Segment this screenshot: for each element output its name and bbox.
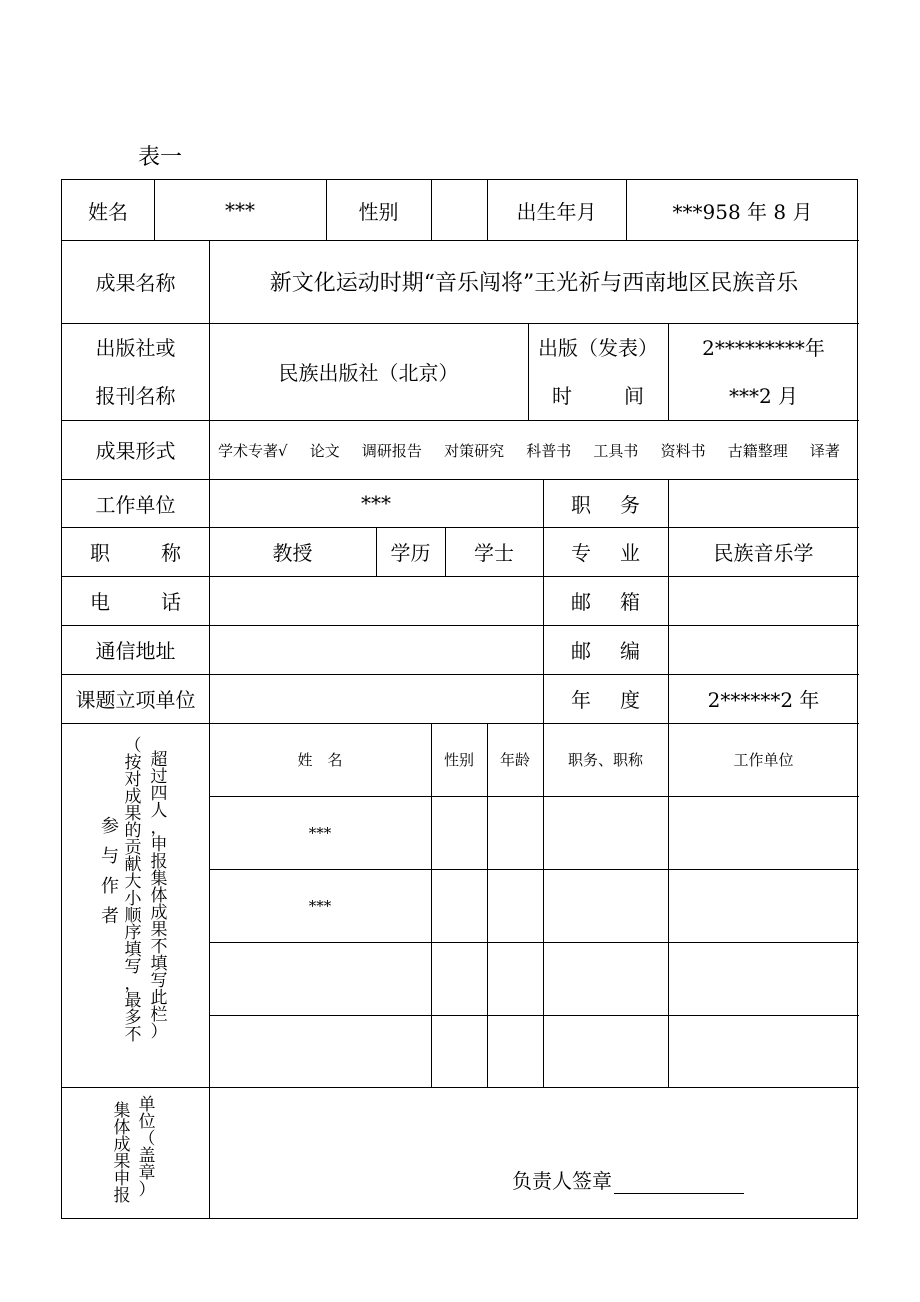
title-label-b: 称 bbox=[161, 541, 181, 565]
participant-workplace bbox=[668, 942, 859, 1015]
project-label: 课题立项单位 bbox=[75, 688, 196, 712]
note-char: 献 bbox=[124, 855, 142, 875]
post-value bbox=[668, 479, 859, 527]
achievement-form-options bbox=[218, 440, 840, 461]
form-option-paper: 论文 bbox=[309, 442, 340, 460]
workplace-label: 工作单位 bbox=[95, 492, 176, 517]
participant-name bbox=[209, 1015, 431, 1087]
participant-title bbox=[543, 1015, 668, 1087]
achievement-title: 新文化运动时期“音乐闯将”王光祈与西南地区民族音乐 bbox=[269, 271, 799, 296]
gender-value bbox=[431, 180, 487, 240]
participant-workplace bbox=[668, 796, 859, 869]
collective-char: 盖 bbox=[138, 1146, 156, 1166]
note-char: 报 bbox=[150, 852, 168, 872]
collective-char: （ bbox=[138, 1129, 156, 1149]
email-label-b: 箱 bbox=[620, 590, 640, 614]
publish-time-label-line2 bbox=[552, 372, 644, 420]
note-char: 此 bbox=[150, 988, 168, 1008]
note-char: ， bbox=[124, 974, 142, 994]
phone-label-b: 话 bbox=[161, 590, 181, 614]
note-char: 填 bbox=[150, 954, 168, 974]
form-option-monograph: 学术专著√ bbox=[218, 442, 288, 460]
participant-title bbox=[543, 869, 668, 942]
name-label: 姓名 bbox=[88, 199, 128, 224]
participant-age bbox=[487, 942, 543, 1015]
note-char: 最 bbox=[124, 991, 142, 1011]
publish-time-label-b: 间 bbox=[624, 383, 644, 408]
year-label-a: 年 bbox=[571, 688, 591, 712]
participant-gender bbox=[431, 796, 487, 869]
publish-time-value-line1: 2*********年 bbox=[702, 335, 825, 360]
education-value: 学士 bbox=[474, 541, 514, 565]
participant-title bbox=[543, 942, 668, 1015]
post-label bbox=[543, 479, 668, 527]
publisher-label-line2: 报刊名称 bbox=[95, 383, 176, 408]
title-label bbox=[62, 527, 209, 576]
email-label bbox=[543, 576, 668, 625]
post-label-a: 职 bbox=[571, 492, 591, 517]
participant-header-name: 姓 名 bbox=[297, 751, 343, 769]
note-char: 四 bbox=[150, 784, 168, 804]
note-char: 集 bbox=[150, 869, 168, 889]
phone-label-a: 电 bbox=[90, 590, 110, 614]
collective-char: 单 bbox=[138, 1095, 156, 1115]
participant-gender bbox=[431, 869, 487, 942]
title-label-a: 职 bbox=[90, 541, 110, 565]
note-char: 果 bbox=[150, 920, 168, 940]
participant-age bbox=[487, 796, 543, 869]
publish-time-label-a: 时 bbox=[552, 383, 572, 408]
email-value bbox=[668, 576, 859, 625]
collective-char: 成 bbox=[113, 1135, 131, 1155]
participants-side-label bbox=[101, 812, 119, 932]
collective-char: 果 bbox=[113, 1152, 131, 1172]
participant-name: *** bbox=[308, 823, 332, 842]
participant-header-age: 年龄 bbox=[499, 751, 530, 769]
zip-label-b: 编 bbox=[620, 639, 640, 663]
collective-char: 体 bbox=[113, 1118, 131, 1138]
collective-char: 位 bbox=[138, 1112, 156, 1132]
note-char: 果 bbox=[124, 804, 142, 824]
collective-char: 申 bbox=[113, 1169, 131, 1189]
form-option-translation: 译著 bbox=[809, 442, 840, 460]
note-char: 写 bbox=[124, 957, 142, 977]
collective-char: 报 bbox=[113, 1186, 131, 1206]
collective-char: 集 bbox=[113, 1101, 131, 1121]
note-char: 贡 bbox=[124, 838, 142, 858]
post-label-b: 务 bbox=[620, 492, 640, 517]
participants-note-col1 bbox=[124, 738, 142, 1044]
gender-label: 性别 bbox=[358, 199, 399, 224]
address-label: 通信地址 bbox=[95, 639, 176, 663]
form-option-reference-tool: 工具书 bbox=[593, 442, 639, 460]
note-char: 成 bbox=[124, 787, 142, 807]
participant-age bbox=[487, 1015, 543, 1087]
note-char: 按 bbox=[124, 753, 142, 773]
note-char: 的 bbox=[124, 821, 142, 841]
year-label bbox=[543, 674, 668, 723]
major-label-a: 专 bbox=[571, 541, 591, 565]
note-char: 小 bbox=[124, 889, 142, 909]
zip-label bbox=[543, 625, 668, 674]
birth-value: ***958 年 8 月 bbox=[672, 199, 813, 224]
email-label-a: 邮 bbox=[571, 590, 591, 614]
note-char: 不 bbox=[124, 1025, 142, 1045]
signature-area bbox=[512, 1165, 744, 1194]
name-value: *** bbox=[225, 198, 255, 222]
publisher-label bbox=[62, 323, 209, 420]
participant-name bbox=[209, 942, 431, 1015]
participant-workplace bbox=[668, 1015, 859, 1087]
collective-char: 章 bbox=[138, 1163, 156, 1183]
form-label: 成果形式 bbox=[95, 439, 176, 463]
participant-workplace bbox=[668, 869, 859, 942]
major-label-b: 业 bbox=[620, 541, 640, 565]
participant-gender bbox=[431, 1015, 487, 1087]
participant-title bbox=[543, 796, 668, 869]
participant-gender bbox=[431, 942, 487, 1015]
note-char: 写 bbox=[150, 971, 168, 991]
note-char: 填 bbox=[124, 940, 142, 960]
note-char: 超 bbox=[150, 750, 168, 770]
note-char: 大 bbox=[124, 872, 142, 892]
zip-value bbox=[668, 625, 859, 674]
note-char: 人 bbox=[150, 801, 168, 821]
collective-char: ） bbox=[138, 1180, 156, 1200]
publish-time-label-line1: 出版（发表） bbox=[538, 335, 658, 360]
form-option-policy-study: 对策研究 bbox=[444, 442, 505, 460]
note-char: 申 bbox=[150, 835, 168, 855]
education-label: 学历 bbox=[390, 541, 431, 565]
publisher-value: 民族出版社（北京） bbox=[278, 361, 459, 385]
side-label-char: 参 bbox=[101, 816, 119, 837]
participant-header-workplace: 工作单位 bbox=[733, 751, 794, 769]
signature-line[interactable] bbox=[614, 1173, 744, 1194]
collective-label-col1 bbox=[113, 1103, 131, 1205]
note-char: 对 bbox=[124, 770, 142, 790]
note-char: 序 bbox=[124, 923, 142, 943]
note-char: 栏 bbox=[150, 1005, 168, 1025]
note-char: （ bbox=[124, 736, 142, 756]
participants-note-col2 bbox=[150, 752, 168, 1041]
publish-time-label bbox=[528, 323, 668, 420]
note-char: 多 bbox=[124, 1008, 142, 1028]
birth-label: 出生年月 bbox=[516, 199, 597, 224]
side-label-char: 者 bbox=[101, 906, 119, 927]
phone-value bbox=[209, 576, 543, 625]
publish-time-value bbox=[668, 323, 859, 420]
note-char: 不 bbox=[150, 937, 168, 957]
title-value: 教授 bbox=[272, 541, 313, 565]
year-label-b: 度 bbox=[620, 688, 640, 712]
note-char: ） bbox=[150, 1022, 168, 1042]
achievement-label: 成果名称 bbox=[95, 271, 176, 295]
collective-label-col2 bbox=[138, 1097, 156, 1199]
participant-name: *** bbox=[308, 896, 332, 915]
note-char: ， bbox=[150, 818, 168, 838]
signature-label: 负责人签章 bbox=[512, 1169, 612, 1193]
form-option-popular-science: 科普书 bbox=[526, 442, 572, 460]
workplace-value: *** bbox=[361, 491, 391, 515]
participant-age bbox=[487, 869, 543, 942]
note-char: 过 bbox=[150, 767, 168, 787]
form-option-ancient-books: 古籍整理 bbox=[727, 442, 788, 460]
major-label bbox=[543, 527, 668, 576]
application-form-table bbox=[61, 179, 858, 1219]
caption: 表一 bbox=[138, 145, 183, 170]
side-label-char: 与 bbox=[101, 846, 119, 867]
side-label-char: 作 bbox=[101, 876, 119, 897]
participant-header-title: 职务、职称 bbox=[567, 751, 643, 769]
publish-time-value-line2: ***2 月 bbox=[728, 383, 799, 408]
note-char: 顺 bbox=[124, 906, 142, 926]
project-value bbox=[209, 674, 543, 723]
form-option-research-report: 调研报告 bbox=[361, 442, 422, 460]
address-value bbox=[209, 625, 543, 674]
publisher-label-line1: 出版社或 bbox=[95, 335, 176, 360]
year-value: 2******2 年 bbox=[707, 688, 820, 712]
participant-header-gender: 性别 bbox=[443, 751, 474, 769]
major-value: 民族音乐学 bbox=[713, 541, 814, 565]
zip-label-a: 邮 bbox=[571, 639, 591, 663]
form-option-data-book: 资料书 bbox=[660, 442, 706, 460]
phone-label bbox=[62, 576, 209, 625]
note-char: 体 bbox=[150, 886, 168, 906]
note-char: 成 bbox=[150, 903, 168, 923]
